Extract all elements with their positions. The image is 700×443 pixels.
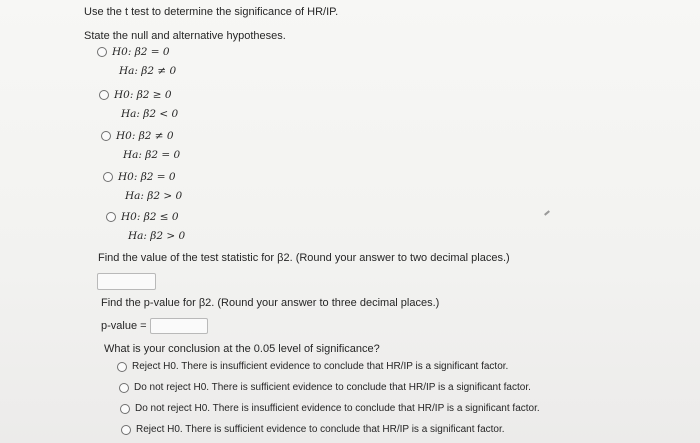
null-hypothesis: H0: β2 ≤ 0 — [121, 211, 179, 223]
radio-button[interactable] — [106, 212, 116, 222]
hypotheses-prompt: State the null and alternative hypotheses. — [84, 30, 286, 42]
p-value-label: p-value = — [101, 320, 147, 332]
alternative-hypothesis: Ha: β2 > 0 — [128, 230, 186, 242]
conclusion-option-text: Reject H0. There is insufficient evidence to conclude that HR/IP is a significant factor. — [132, 361, 509, 372]
radio-button[interactable] — [121, 425, 131, 435]
null-hypothesis: H0: β2 = 0 — [112, 46, 170, 58]
test-statistic-input[interactable] — [97, 273, 156, 290]
p-value-prompt: Find the p-value for β2. (Round your answer to three decimal places.) — [101, 297, 440, 309]
conclusion-option-text: Do not reject H0. There is sufficient evidence to conclude that HR/IP is a significant factor. — [134, 382, 531, 393]
radio-button[interactable] — [119, 383, 129, 393]
radio-button[interactable] — [101, 131, 111, 141]
test-statistic-prompt: Find the value of the test statistic for β2. (Round your answer to two decimal places.) — [98, 252, 510, 264]
alternative-hypothesis: Ha: β2 = 0 — [123, 149, 181, 161]
p-value-input[interactable] — [150, 318, 208, 334]
conclusion-option-text: Reject H0. There is sufficient evidence to conclude that HR/IP is a significant factor. — [136, 424, 505, 435]
radio-button[interactable] — [99, 90, 109, 100]
alternative-hypothesis: Ha: β2 > 0 — [125, 190, 183, 202]
conclusion-option-text: Do not reject H0. There is insufficient evidence to conclude that HR/IP is a significant factor. — [135, 403, 540, 414]
conclusion-prompt: What is your conclusion at the 0.05 level of significance? — [104, 343, 380, 355]
alternative-hypothesis: Ha: β2 ≠ 0 — [119, 65, 177, 77]
null-hypothesis: H0: β2 ≠ 0 — [116, 130, 174, 142]
radio-button[interactable] — [120, 404, 130, 414]
null-hypothesis: H0: β2 = 0 — [118, 171, 176, 183]
stray-mark — [544, 210, 550, 215]
radio-button[interactable] — [97, 47, 107, 57]
null-hypothesis: H0: β2 ≥ 0 — [114, 89, 172, 101]
radio-button[interactable] — [117, 362, 127, 372]
intro-text: Use the t test to determine the significance of HR/IP. — [84, 6, 339, 18]
alternative-hypothesis: Ha: β2 < 0 — [121, 108, 179, 120]
radio-button[interactable] — [103, 172, 113, 182]
